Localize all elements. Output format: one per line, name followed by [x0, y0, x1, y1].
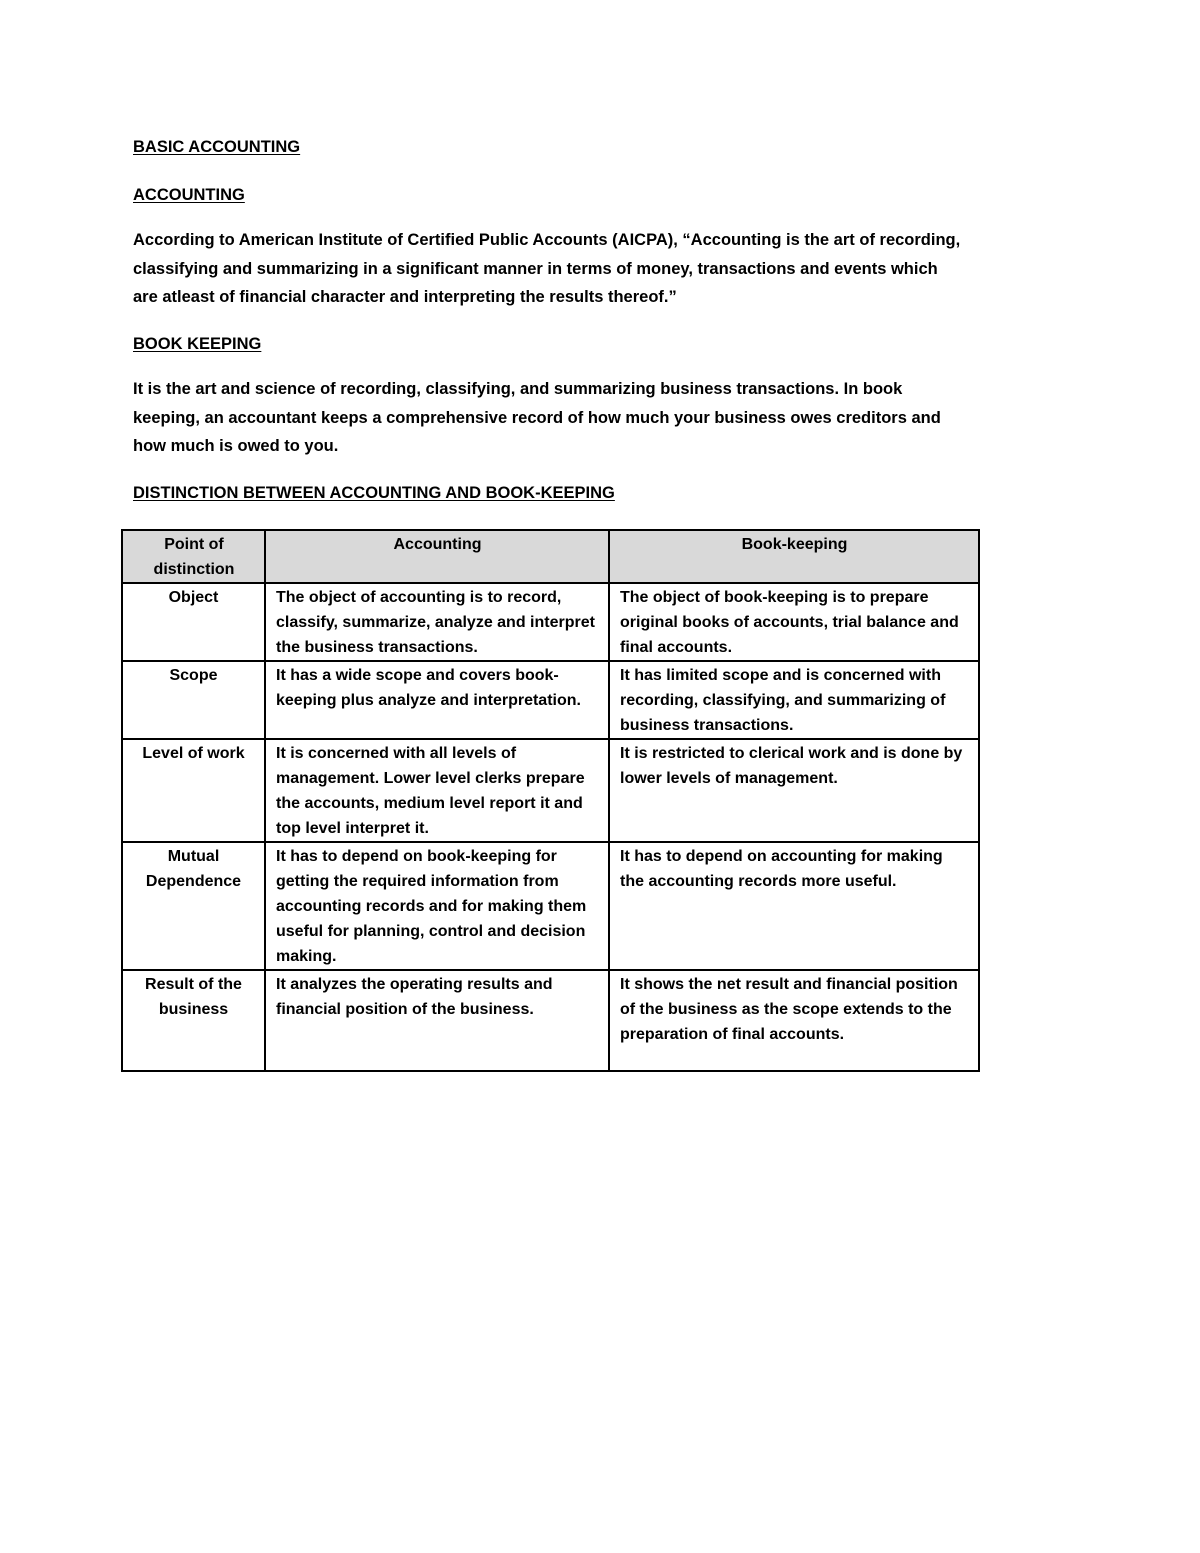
header-book-keeping: Book-keeping [609, 530, 979, 583]
cell-point: Result of the business [122, 970, 265, 1071]
cell-point: Object [122, 583, 265, 661]
cell-accounting: It analyzes the operating results and financial position of the business. [265, 970, 609, 1071]
cell-book-keeping: It shows the net result and financial position of the business as the scope extends to the preparation of final accounts. [609, 970, 979, 1071]
section-heading-accounting: ACCOUNTING [133, 185, 245, 204]
cell-accounting: It is concerned with all levels of management. Lower level clerks prepare the accounts, medium level report it and top level interpret it. [265, 739, 609, 842]
section-paragraph-accounting: According to American Institute of Certified Public Accounts (AICPA), “Accounting is the art of recording, classifying and summarizing in a significant manner in terms of money, transactions and events which are atleast of financial character and interpreting the results thereof.” [133, 231, 961, 306]
table-header-row [122, 530, 979, 583]
table-row [122, 842, 979, 970]
table-row [122, 970, 979, 1071]
section-paragraph-book-keeping: It is the art and science of recording, classifying, and summarizing business transactions. In book keeping, an accountant keeps a comprehensive record of how much your business owes creditors and how much is owed to you. [133, 380, 941, 455]
distinction-table [121, 529, 980, 1072]
header-accounting: Accounting [265, 530, 609, 583]
distinction-table-container [121, 529, 978, 1072]
cell-point: Scope [122, 661, 265, 739]
header-point-of-distinction: Point of distinction [122, 530, 265, 583]
cell-accounting: It has a wide scope and covers book-keeping plus analyze and interpretation. [265, 661, 609, 739]
document-body [133, 133, 993, 507]
table-row [122, 661, 979, 739]
cell-accounting: It has to depend on book-keeping for getting the required information from accounting records and for making them useful for planning, control and decision making. [265, 842, 609, 970]
cell-point: Level of work [122, 739, 265, 842]
cell-book-keeping: It is restricted to clerical work and is done by lower levels of management. [609, 739, 979, 842]
cell-point: Mutual Dependence [122, 842, 265, 970]
table-row [122, 583, 979, 661]
cell-book-keeping: The object of book-keeping is to prepare original books of accounts, trial balance and final accounts. [609, 583, 979, 661]
table-row [122, 739, 979, 842]
cell-accounting: The object of accounting is to record, classify, summarize, analyze and interpret the business transactions. [265, 583, 609, 661]
section-heading-distinction: DISTINCTION BETWEEN ACCOUNTING AND BOOK-KEEPING [133, 483, 615, 502]
cell-book-keeping: It has limited scope and is concerned with recording, classifying, and summarizing of business transactions. [609, 661, 979, 739]
document-title: BASIC ACCOUNTING [133, 138, 301, 156]
section-heading-book-keeping: BOOK KEEPING [133, 334, 262, 353]
cell-book-keeping: It has to depend on accounting for making the accounting records more useful. [609, 842, 979, 970]
